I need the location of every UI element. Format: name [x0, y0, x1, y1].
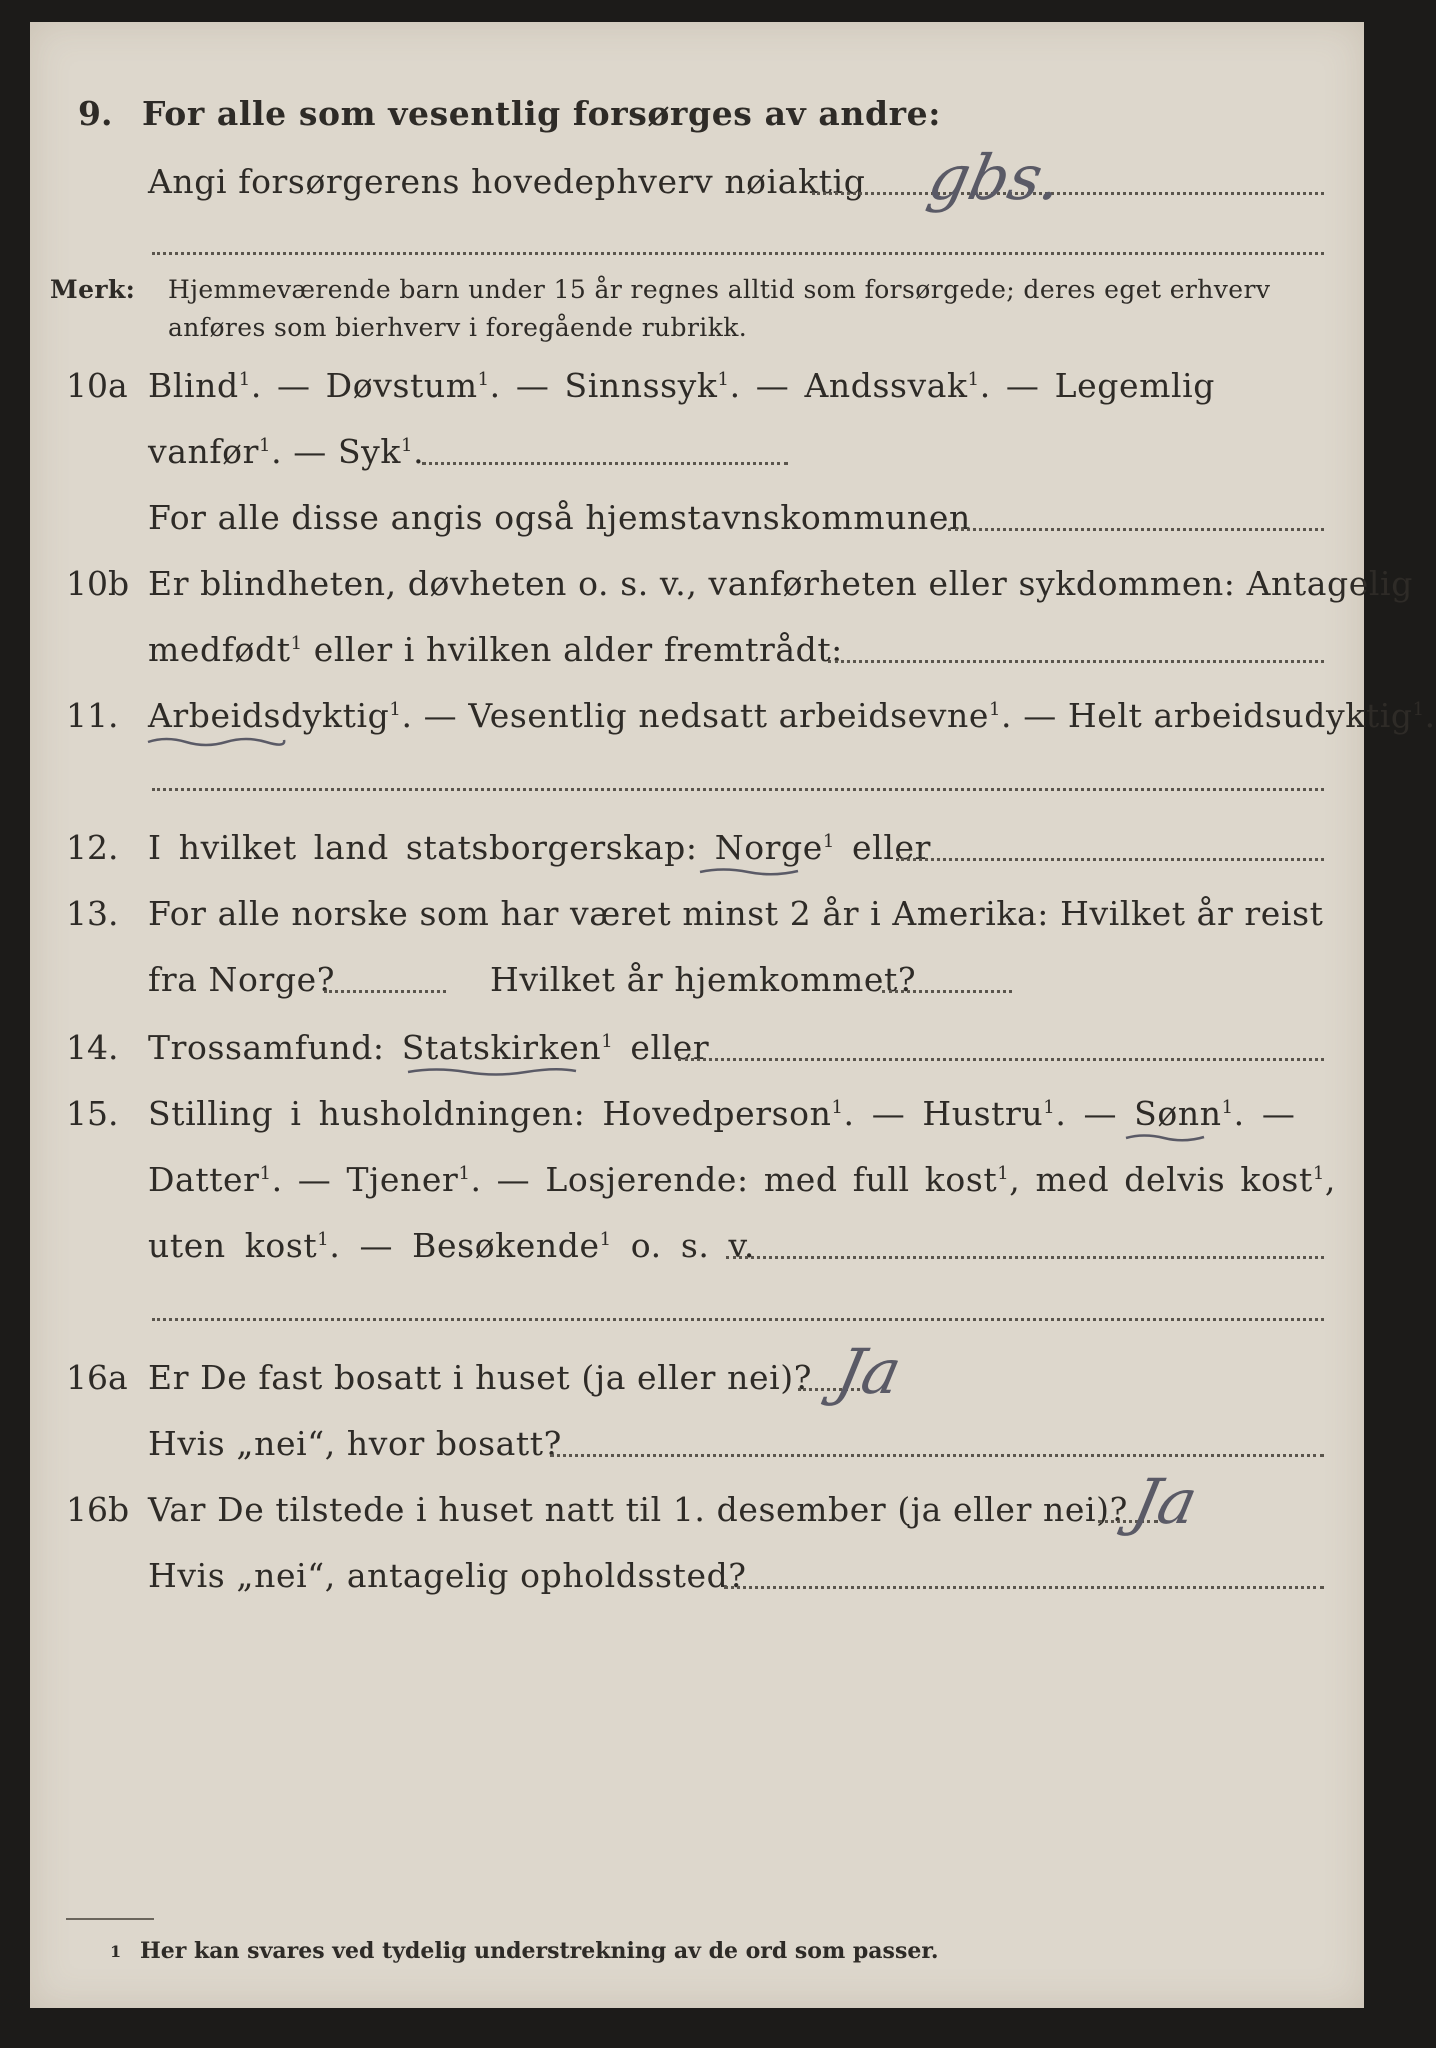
q12-number: 12. [66, 828, 119, 867]
q10a-hjemstavn-line [948, 528, 1324, 531]
q9-answer-line [812, 192, 1324, 195]
q10a-number: 10a [66, 366, 128, 405]
q16a-line-2: Hvis „nei“, hvor bosatt? [148, 1424, 562, 1463]
q12-question: I hvilket land statsborgerskap: Norge$^1$ eller [148, 828, 931, 867]
q16a-bosatt-line [550, 1454, 1324, 1457]
q10b-number: 10b [66, 564, 130, 603]
q16b-line-2: Hvis „nei“, antagelig opholdssted? [148, 1556, 747, 1595]
q16b-number: 16b [66, 1490, 130, 1529]
q16b-handwritten-answer: Ja [1126, 1465, 1204, 1538]
q13-number: 13. [66, 894, 119, 933]
q10b-line-1: Er blindheten, døvheten o. s. v., vanførheten eller sykdommen: Antagelig [148, 564, 1413, 603]
q13-line-1: For alle norske som har været minst 2 år i Amerika: Hvilket år reist [148, 894, 1324, 933]
footnote-mark: 1 [110, 1942, 122, 1961]
q13-reist-line [324, 990, 446, 993]
merk-text-2: anføres som bierhverv i foregående rubrikk. [168, 313, 748, 342]
q13-line-2b: Hvilket år hjemkommet? [490, 960, 917, 999]
q16a-line-1: Er De fast bosatt i huset (ja eller nei)? [148, 1358, 812, 1397]
q12-norge-underline [698, 866, 800, 878]
q9-question: For alle som vesentlig forsørges av andre: [142, 94, 942, 133]
q10b-line-2: medfødt$^1$ eller i hvilken alder fremtrådt: [148, 630, 843, 669]
q14-statskirken-underline [406, 1066, 578, 1078]
footnote-rule [66, 1918, 154, 1920]
q15-number: 15. [66, 1094, 119, 1133]
q10a-line-1: Blind$^1$. — Døvstum$^1$. — Sinnssyk$^1$. — Andssvak$^1$. — Legemlig [148, 366, 1216, 405]
q12-answer-line [896, 858, 1324, 861]
q11-options: Arbeidsdyktig$^1$. — Vesentlig nedsatt arbeidsevne$^1$. — Helt arbeidsudyktig$^1$. [148, 696, 1436, 735]
q15-answer-line-2 [152, 1318, 1324, 1321]
merk-text-1: Hjemmeværende barn under 15 år regnes alltid som forsørgede; deres eget erhverv [168, 275, 1271, 304]
q14-number: 14. [66, 1028, 119, 1067]
q14-answer-line [678, 1058, 1324, 1061]
q15-line-1: Stilling i husholdningen: Hovedperson$^1$. — Hustru$^1$. — Sønn$^1$. — [148, 1094, 1296, 1133]
q9-subquestion: Angi forsørgerens hovedерhverv nøiaktig [148, 162, 866, 201]
census-form-page [30, 22, 1436, 2008]
q15-sonn-underline [1124, 1132, 1206, 1144]
q10a-line-3: For alle disse angis også hjemstavnskommunen [148, 498, 971, 537]
q10b-answer-line [828, 660, 1324, 663]
q13-line-2a: fra Norge? [148, 960, 336, 999]
footnote-text: Her kan svares ved tydelig understrekning av de ord som passer. [140, 1938, 939, 1964]
q11-answer-line [152, 788, 1324, 791]
q16b-line-1: Var De tilstede i huset natt til 1. desember (ja eller nei)? [148, 1490, 1128, 1529]
q14-question: Trossamfund: Statskirken$^1$ eller [148, 1028, 710, 1067]
q9-number: 9. [78, 94, 113, 133]
q15-line-2: Datter$^1$. — Tjener$^1$. — Losjerende: med full kost$^1$, med delvis kost$^1$, [148, 1160, 1336, 1199]
q11-arbeidsdyktig-underline [146, 734, 286, 750]
q13-hjemkommet-line [882, 990, 1012, 993]
q16a-handwritten-answer: Ja [830, 1335, 908, 1408]
q15-line-3: uten kost$^1$. — Besøkende$^1$ o. s. v. [148, 1226, 755, 1265]
q10a-answer-line [422, 462, 788, 465]
q16a-number: 16a [66, 1358, 128, 1397]
q10a-line-2: vanfør$^1$. — Syk$^1$. [148, 432, 425, 471]
q11-number: 11. [66, 696, 119, 735]
q15-answer-line [726, 1256, 1324, 1259]
q9-handwritten-answer: gbs. [922, 141, 1069, 214]
q16b-opholdssted-line [724, 1586, 1324, 1589]
merk-label: Merk: [50, 275, 136, 304]
q9-answer-line-2 [152, 252, 1324, 255]
